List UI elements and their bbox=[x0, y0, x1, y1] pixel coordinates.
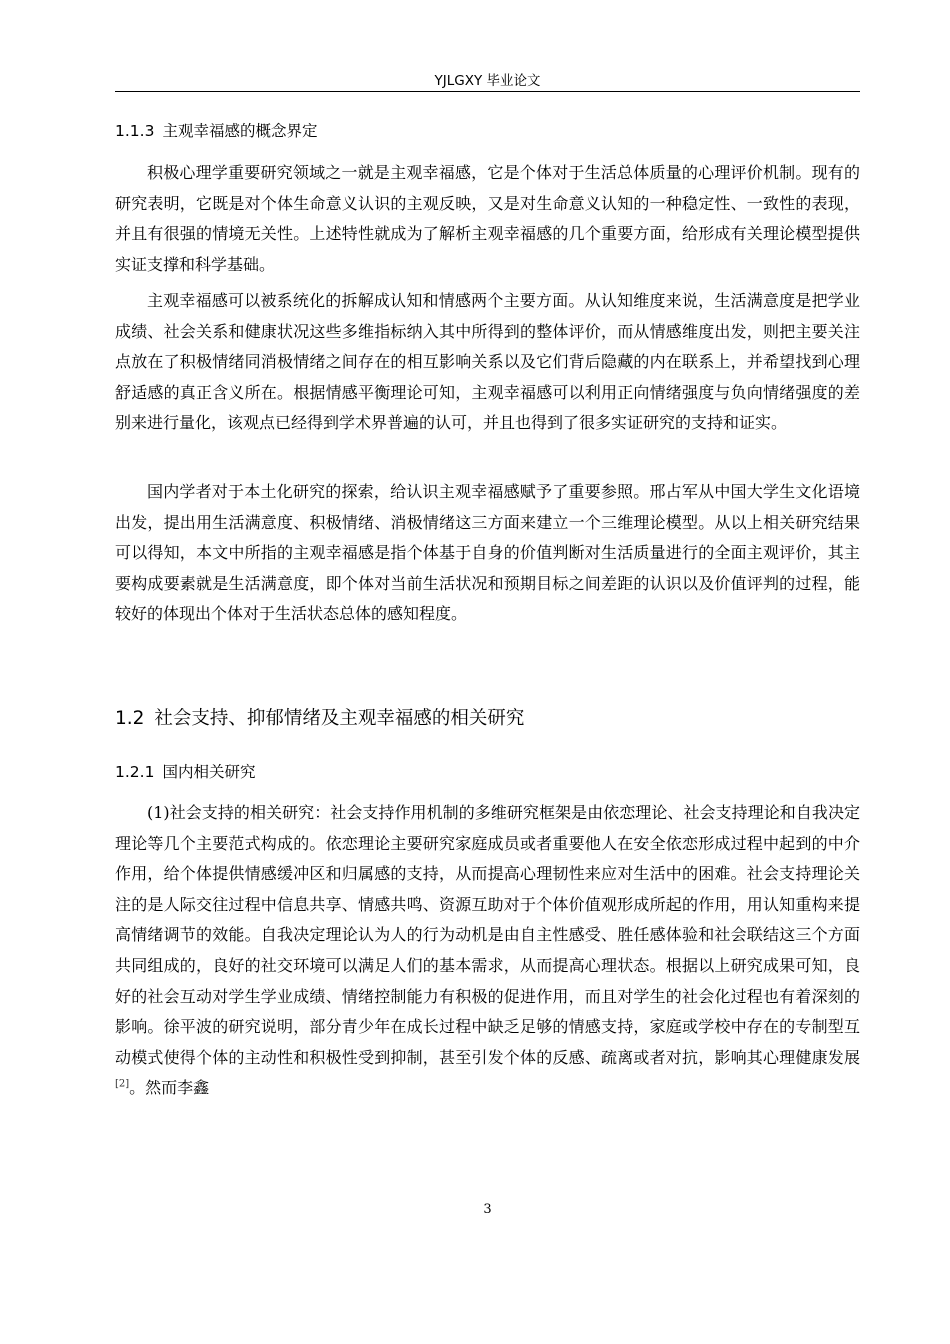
section-title: 主观幸福感的概念界定 bbox=[162, 122, 318, 140]
paragraph: 主观幸福感可以被系统化的拆解成认知和情感两个主要方面。从认知维度来说，生活满意度是把学业成绩、社会关系和健康状况这些多维指标纳入其中所得到的整体评价，而从情感维度出发，则把主要关注点放在了积极情绪同消极情绪之间存在的相互影响关系以及它们背后隐藏的内在联系上，并希望找到心理舒适感的真正含义所在。根据情感平衡理论可知，主观幸福感可以利用正向情绪强度与负向情绪强度的差别来进行量化，该观点已经得到学术界普遍的认可，并且也得到了很多实证研究的支持和证实。 bbox=[115, 291, 860, 433]
header-divider bbox=[115, 91, 860, 92]
section-number: 1.2 bbox=[115, 708, 145, 729]
section-heading-1-2-1 bbox=[115, 761, 255, 783]
paragraph-text-continued: 。然而李鑫 bbox=[129, 1078, 210, 1098]
page-number: 3 bbox=[483, 1202, 492, 1217]
section-heading-1-1-3 bbox=[115, 120, 317, 142]
running-header: YJLGXY 毕业论文 bbox=[434, 73, 541, 89]
paragraph: 国内学者对于本土化研究的探索，给认识主观幸福感赋予了重要参照。邢占军从中国大学生文化语境出发，提出用生活满意度、积极情绪、消极情绪这三方面来建立一个三维理论模型。从以上相关研究结果可以得知，本文中所指的主观幸福感是指个体基于自身的价值判断对生活质量进行的全面主观评价，其主要构成要素就是生活满意度，即个体对当前生活状况和预期目标之间差距的认识以及价值评判的过程，能较好的体现出个体对于生活状态总体的感知程度。 bbox=[115, 482, 860, 624]
section-title: 社会支持、抑郁情绪及主观幸福感的相关研究 bbox=[154, 708, 525, 729]
paragraph-text: (1)社会支持的相关研究：社会支持作用机制的多维研究框架是由依恋理论、社会支持理论和自我决定理论等几个主要范式构成的。依恋理论主要研究家庭成员或者重要他人在安全依恋形成过程中起到的中介作用，给个体提供情感缓冲区和归属感的支持，从而提高心理韧性来应对生活中的困难。社会支持理论关注的是人际交往过程中信息共享、情感共鸣、资源互助对于个体价值观形成所起的作用，用认知重构来提高情绪调节的效能。自我决定理论认为人的行为动机是由自主性感受、胜任感体验和社会联结这三个方面共同组成的，良好的社交环境可以满足人们的基本需求，从而提高心理状态。根据以上研究成果可知，良好的社会互动对学生学业成绩、情绪控制能力有积极的促进作用，而且对学生的社会化过程也有着深刻的影响。徐平波的研究说明，部分青少年在成长过程中缺乏足够的情感支持，家庭或学校中存在的专制型互动模式使得个体的主动性和积极性受到抑制，甚至引发个体的反感、疏离或者对抗，影响其心理健康发展 bbox=[115, 803, 860, 1067]
document-page bbox=[115, 0, 860, 1344]
section-number: 1.2.1 bbox=[115, 763, 155, 781]
paragraph bbox=[115, 798, 860, 1104]
section-number: 1.1.3 bbox=[115, 122, 155, 140]
paragraph: 积极心理学重要研究领域之一就是主观幸福感，它是个体对于生活总体质量的心理评价机制。现有的研究表明，它既是对个体生命意义认识的主观反映，又是对生命意义认知的一种稳定性、一致性的表现，并且有很强的情境无关性。上述特性就成为了解析主观幸福感的几个重要方面，给形成有关理论模型提供实证支撑和科学基础。 bbox=[115, 163, 860, 274]
section-title: 国内相关研究 bbox=[162, 763, 256, 781]
citation-reference[interactable]: [2] bbox=[115, 1079, 130, 1091]
section-heading-1-2 bbox=[115, 706, 524, 732]
